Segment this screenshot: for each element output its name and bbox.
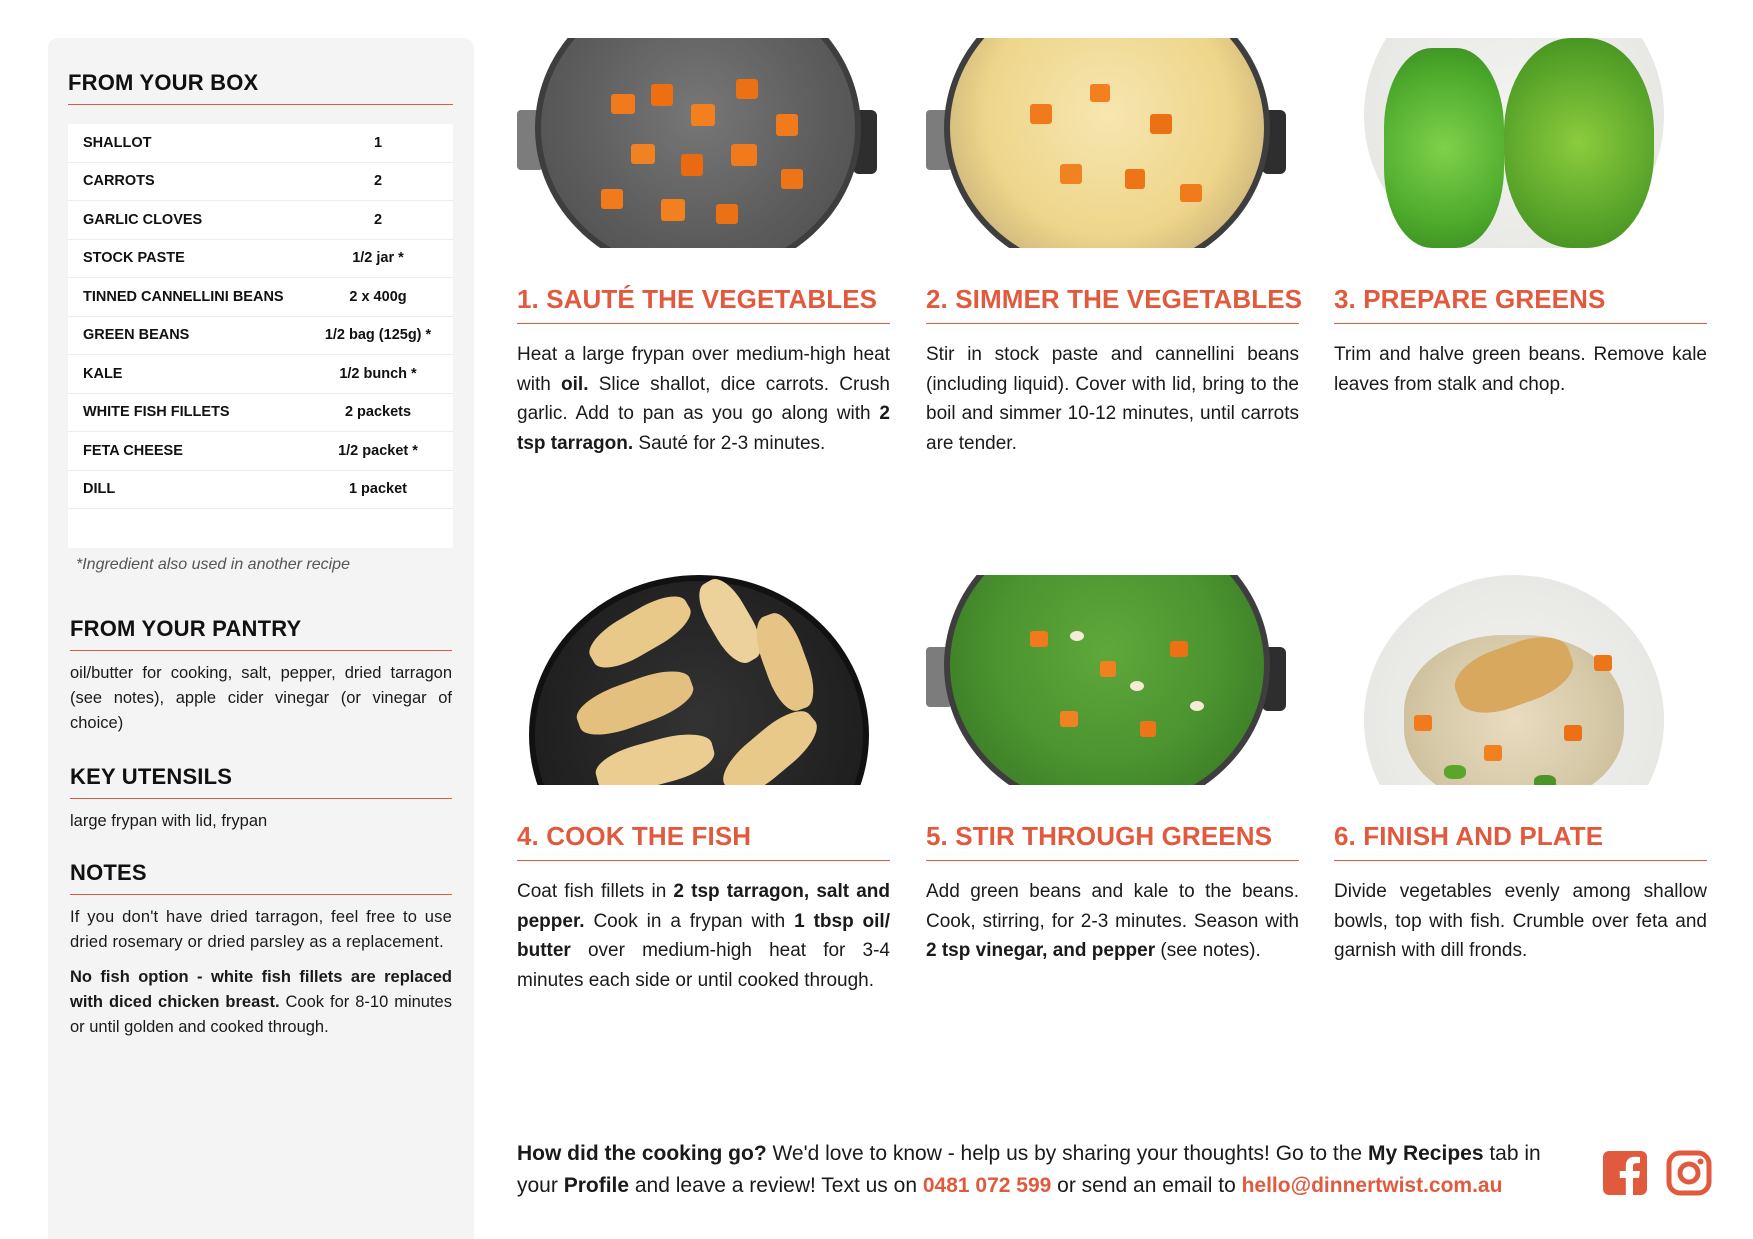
step-2: [926, 38, 1303, 458]
step-3-title: 3. PREPARE GREENS: [1334, 284, 1707, 324]
my-recipes-label: My Recipes: [1367, 1142, 1484, 1165]
profile-label: Profile: [563, 1174, 630, 1197]
footer-text: tab in your: [517, 1142, 1541, 1197]
box-heading: FROM YOUR BOX: [68, 70, 453, 105]
step-4-title: 4. COOK THE FISH: [517, 821, 890, 861]
step-6-text: [1334, 877, 1707, 966]
step-5: [926, 575, 1299, 966]
step-text-run: (see notes).: [1155, 940, 1261, 961]
step-1: [517, 38, 890, 458]
step-4-text: [517, 877, 890, 995]
ingredient-qty: 1/2 jar *: [352, 250, 404, 267]
table-row: [68, 201, 453, 240]
ingredient-qty: 2 packets: [344, 404, 412, 421]
step-5-text: [926, 877, 1299, 966]
step-6: [1334, 575, 1707, 966]
table-row: [68, 124, 453, 163]
ingredient-name: STOCK PASTE: [83, 250, 185, 267]
ingredient-name: CARROTS: [83, 173, 155, 190]
utensils-heading: KEY UTENSILS: [70, 764, 452, 799]
ingredient-footnote: *Ingredient also used in another recipe: [76, 556, 350, 573]
step-4-photo: [517, 575, 877, 785]
ingredient-name: KALE: [83, 365, 123, 382]
step-3-text: [1334, 340, 1707, 399]
table-row: [68, 278, 453, 317]
footer-text: or send an email to: [1051, 1174, 1242, 1197]
ingredient-name: GREEN BEANS: [83, 327, 190, 344]
ingredients-sidebar: [48, 38, 474, 1239]
step-5-title: 5. STIR THROUGH GREENS: [926, 821, 1299, 861]
ingredient-qty: 2 x 400g: [349, 288, 407, 305]
step-text-run: Slice shallot, dice carrots. Crush garlic. Add to pan as you go along with: [517, 373, 890, 424]
footer-question: How did the cooking go?: [517, 1142, 767, 1165]
ingredient-name: GARLIC CLOVES: [83, 211, 203, 228]
step-text-run: Add green beans and kale to the beans. Cook, stirring, for 2-3 minutes. Season with: [926, 881, 1299, 932]
ingredient-qty: 1/2 packet *: [338, 442, 418, 459]
step-text-run: Cook in a frypan with: [584, 910, 795, 932]
ingredient-name: TINNED CANNELLINI BEANS: [83, 288, 284, 305]
ingredient-qty: 1 packet: [348, 481, 408, 498]
step-text-run: Coat fish fillets in: [517, 881, 674, 902]
step-text-run: Divide vegetables evenly among shallow bowls, top with fish. Crumble over feta and garnish with dill fronds.: [1334, 881, 1707, 961]
utensils-section: [70, 764, 452, 834]
table-row: [68, 317, 453, 356]
ingredients-table: [68, 124, 453, 548]
footer-text: We'd love to know - help us by sharing your thoughts! Go to the: [766, 1142, 1368, 1165]
step-1-title: 1. SAUTÉ THE VEGETABLES: [517, 284, 890, 324]
table-row: [68, 471, 453, 510]
notes-paragraph: [70, 965, 452, 1040]
step-text-run: Heat a large frypan over medium-high heat with: [517, 344, 890, 395]
step-6-title: 6. FINISH AND PLATE: [1334, 821, 1707, 861]
step-3: [1334, 38, 1707, 399]
ingredient-name: DILL: [83, 481, 116, 498]
step-1-photo: [517, 38, 877, 248]
pantry-heading: FROM YOUR PANTRY: [70, 616, 452, 651]
utensils-text: large frypan with lid, frypan: [70, 812, 268, 830]
pantry-section: [70, 616, 452, 736]
ingredient-name: WHITE FISH FILLETS: [83, 404, 230, 421]
step-text-run: Trim and halve green beans. Remove kale leaves from stalk and chop.: [1334, 344, 1707, 395]
ingredient-qty: 1/2 bunch *: [339, 365, 417, 382]
table-row: [68, 432, 453, 471]
step-text-bold: 2 tsp tarragon, salt and pepper.: [517, 881, 890, 932]
step-2-title: 2. SIMMER THE VEGETABLES: [926, 284, 1299, 324]
step-text-run: over medium-high heat for 3-4 minutes each side or until cooked through.: [517, 940, 890, 991]
step-text-bold: 1 tbsp oil/ butter: [517, 910, 890, 961]
ingredient-qty: 2: [373, 173, 383, 190]
ingredient-qty: 2: [373, 211, 383, 228]
step-2-text: [926, 340, 1299, 458]
notes-body: [70, 905, 452, 1040]
table-row: [68, 240, 453, 279]
phone-link[interactable]: 0481 072 599: [922, 1174, 1052, 1197]
table-row: [68, 394, 453, 433]
notes-section: [70, 860, 452, 1040]
table-row: [68, 355, 453, 394]
instagram-icon[interactable]: [1666, 1150, 1712, 1196]
notes-heading: NOTES: [70, 860, 452, 895]
notes-paragraph: If you don't have dried tarragon, feel free to use dried rosemary or dried parsley as a replacement.: [70, 908, 452, 951]
step-6-photo: [1334, 575, 1694, 785]
step-1-text: [517, 340, 890, 458]
step-4: [517, 575, 890, 995]
step-2-photo: [926, 38, 1286, 248]
step-3-photo: [1334, 38, 1694, 248]
facebook-icon[interactable]: [1602, 1150, 1648, 1196]
email-link[interactable]: hello@dinnertwist.com.au: [1241, 1174, 1503, 1197]
feedback-footer: [517, 1138, 1562, 1202]
step-text-bold: 2 tsp tarragon.: [517, 403, 890, 454]
ingredient-qty: 1/2 bag (125g) *: [324, 327, 432, 344]
step-5-photo: [926, 575, 1286, 785]
table-row: [68, 163, 453, 202]
pantry-text: oil/butter for cooking, salt, pepper, dried tarragon (see notes), apple cider vinegar (or vinegar of choice): [70, 664, 452, 732]
notes-bold: No fish option - white fish fillets are replaced with diced chicken breast.: [70, 968, 452, 1011]
step-text-run: Stir in stock paste and cannellini beans (including liquid). Cover with lid, bring to the boil and simmer 10-12 minutes, until carrots are tender.: [926, 344, 1299, 454]
ingredient-name: SHALLOT: [83, 134, 152, 151]
step-text-bold: oil.: [561, 373, 589, 395]
notes-rest: Cook for 8-10 minutes or until golden and cooked through.: [70, 993, 452, 1036]
step-text-run: Sauté for 2-3 minutes.: [633, 432, 826, 454]
footer-text: and leave a review! Text us on: [629, 1174, 923, 1197]
ingredient-qty: 1: [373, 134, 383, 151]
step-text-bold: 2 tsp vinegar, and pepper: [926, 940, 1156, 961]
ingredient-name: FETA CHEESE: [83, 442, 183, 459]
